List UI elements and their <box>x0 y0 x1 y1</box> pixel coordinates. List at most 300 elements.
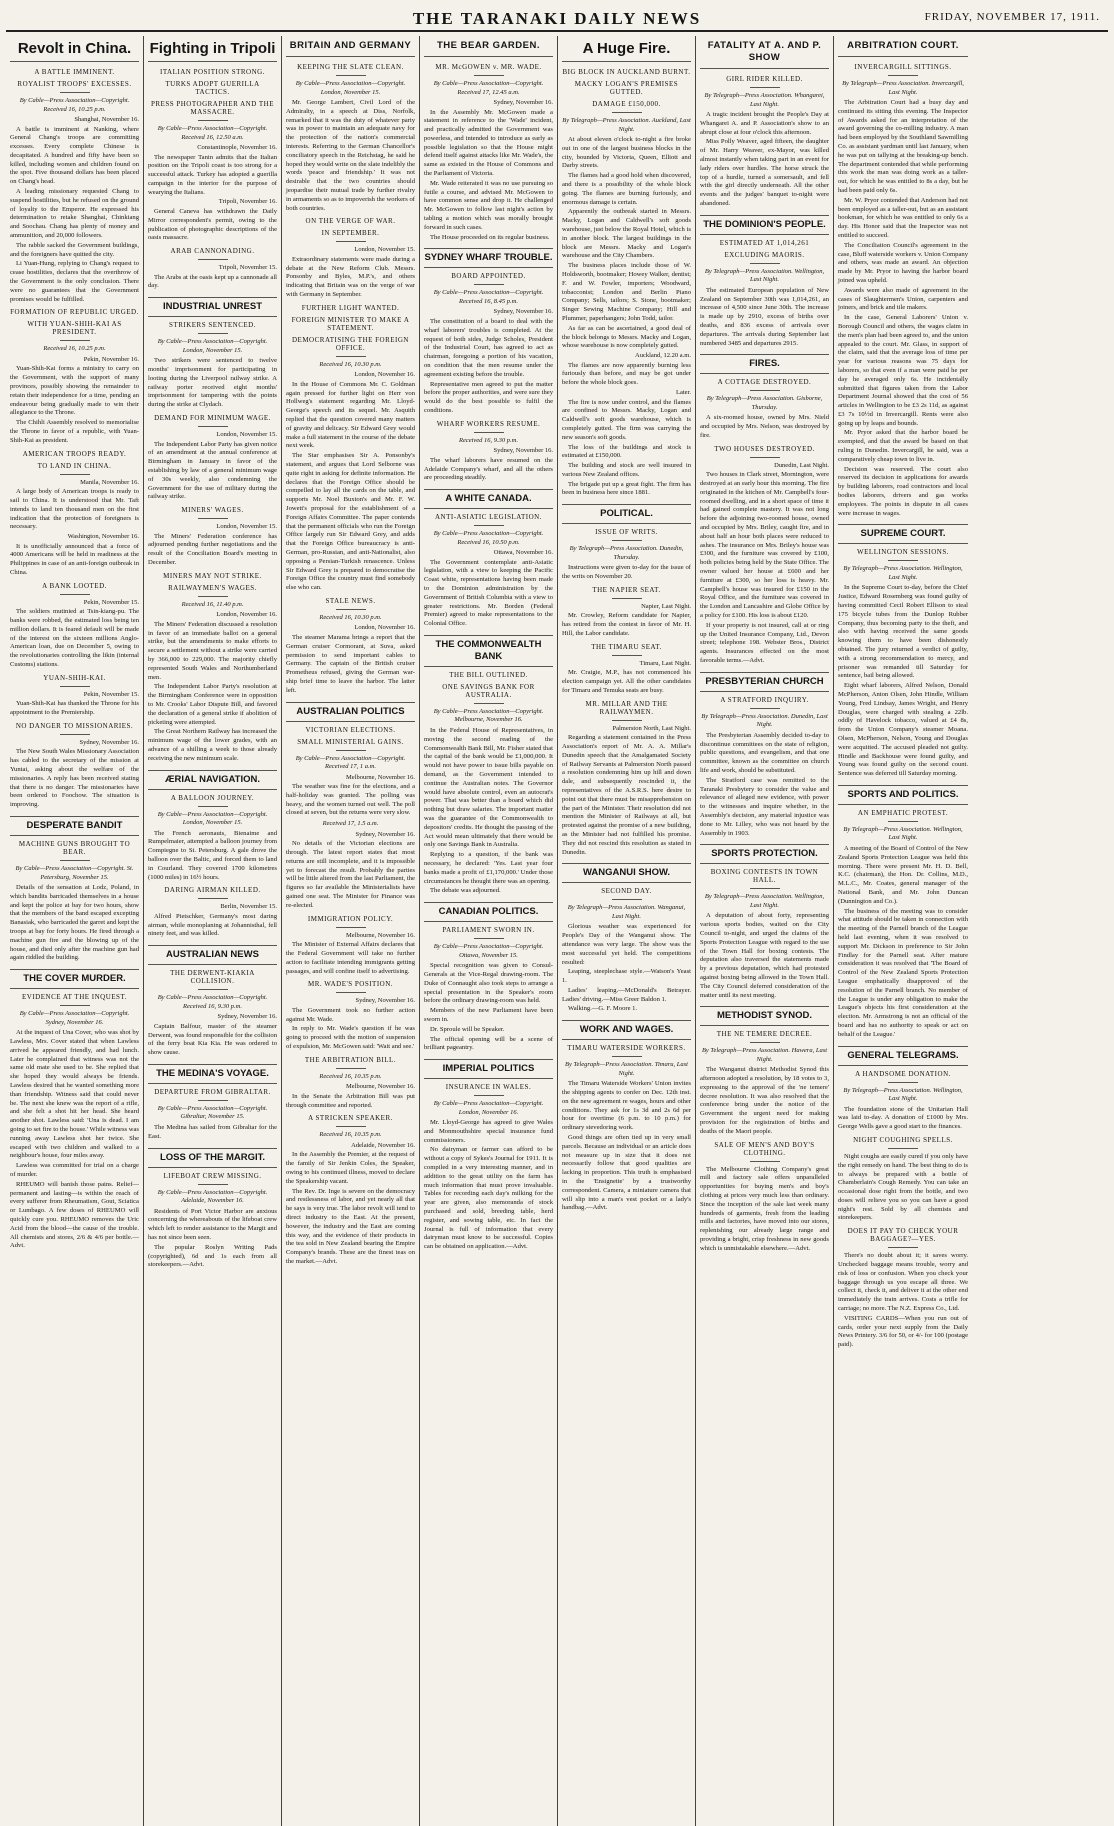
dateline: Timaru, Last Night. <box>639 659 691 667</box>
subheading: VICTORIAN ELECTIONS. <box>305 725 396 734</box>
article-paragraph: Regarding a statement contained in the Press Association's report of Mr. A. A. Millar's Dunedin speech that the Amalgamated Society of Railway Servants at Palmerston North passed a resolution condemning him up hill and down dale, and subsequently rescinded it, the representatives of the A.S.R.S. here desire to point out that there must be misapprehension on the part of the Minister. Their resolution did not mention the Minister of Railways at all, but protested against the promise of a new building, as the Minister had not fulfilled his promise. They did not rescind this resolution as stated in Dunedin. <box>562 734 691 856</box>
dateline: Melbourne, November 16. <box>346 931 415 939</box>
subheading: KEEPING THE SLATE CLEAN. <box>297 63 404 71</box>
cable-credit: By Cable—Press Association—Copyright. Received 16, 10.25 p.m. <box>19 97 130 113</box>
article-paragraph: Alfred Pietschker, Germany's most daring airman, while monoplaning at Johannisthal, fell ninety feet, and was killed. <box>148 912 277 938</box>
divider <box>750 888 780 889</box>
cable-credit: By Cable—Press Association—Copyright. Melbourne, November 16. <box>433 707 544 724</box>
dateline: Pekin, November 16. <box>83 355 139 363</box>
dateline: Shanghai, November 16. <box>74 116 139 123</box>
article-paragraph: In the Supreme Court to-day, before the Chief Justice, Edward Rosemberg was found guilty of having committed Cecil Robert Ellison to steal 175 bicycle tubes from the Dunlop Rubber Company, thus becoming party to the theft, and also with having received the same goods knowing them to have been dishonestly obtained. The jury returned a verdict of guilty, with a strong recommendation to mercy, and prisoner was remanded till Saturday for sentence, bail being allowed. <box>838 584 968 680</box>
article-paragraph: The soldiers mutinied at Tsin-kiang-pu. The banks were robbed, the estimated loss being ten million dollars. It is feared default will be made of the interest on the sixteen millions Anglo-American loan, due on December 5, owing to the revolutionaries controlling the likin (internal Customs) stations. <box>10 608 139 669</box>
subheading: A BANK LOOTED. <box>42 581 107 590</box>
cable-credit: By Telegraph—Press Association. Wellington, Last Night. <box>704 267 825 284</box>
article-paragraph: The business places include those of W. Holdsworth, bootmaker; Howey Walker, dentist; F. and W. Fowler, importers; Woodward, tobacconist; London and Berlin Piano Company; Sells, tailors; S. Stone, bootmaker; Singer Sewing Machine Company; Hill and Plummer, paperhangers; John Todd, tailor. <box>562 262 691 322</box>
subheading: A STRATFORD INQUIRY. <box>720 695 809 704</box>
article-paragraph: The flames had a good hold when discovered, and there is a possibility of the whole block going. The flames are burning furiously, and enormous damage is certain. <box>562 172 691 206</box>
article-paragraph: Mr. Lloyd-George has agreed to give Wales and Monmouthshire special insurance fund commissioners. <box>424 1119 553 1144</box>
article-paragraph: Mr. George Lambert, Civil Lord of the Admiralty, in a speech at Diss, Norfolk, remarked that it was the duty of whatever party was in power to maintain an adequate navy for the protection of the nation's commercial interests. Referring to the German Chancellor's conciliatory speech in the Reichstag, he said he hoped they would write on the slate indelibly the words 'peace and friendship.' It was not desirable that the two countries should jeopardise their mutual trade by further rivalry in armaments so as to impoverish the workers of both countries. <box>286 99 415 212</box>
article-paragraph: The building and stock are well insured in various New Zealand offices. <box>562 462 691 478</box>
divider <box>336 992 366 993</box>
subheading: DEMAND FOR MINIMUM WAGE. <box>154 414 271 423</box>
cable-credit: By Cable—Press Association—Copyright. Received 16, 9.30 p.m. <box>157 994 268 1010</box>
dateline: Manila, November 16. <box>80 478 139 486</box>
divider <box>888 75 918 76</box>
article-paragraph: Extraordinary statements were made during a debate at the New Reform Club. Messrs. Ponsonby and Byles, M.P.'s, and others indicating that Britain was on the verge of war with Germany in September. <box>286 255 415 299</box>
section-heading: POLITICAL. <box>562 504 691 524</box>
divider <box>198 1184 228 1185</box>
dateline: Sydney, November 16. <box>217 1013 277 1021</box>
article-paragraph: The French aeronauts, Bienaime and Rumpelmaier, attempted a balloon journey from Compiegne to St. Petersburg. A gale drove the balloon over the Baltic, and forced them to land in Courland. They covered 1700 kilometres (1000 miles) in 16½ hours. <box>148 829 277 881</box>
article-paragraph: The Great Northern Railway has increased the minimum wage of the lower grades, with an advance of a shilling a week to those already receiving the new minimum scale. <box>148 728 277 762</box>
article-paragraph: In the Senate the Arbitration Bill was put through committee and reported. <box>286 1092 415 1109</box>
divider <box>60 92 90 93</box>
divider <box>612 598 642 599</box>
article-paragraph: The Medina has sailed from Gibraltar for the East. <box>148 1123 277 1140</box>
article-paragraph: The Arabs at the oasis kept up a cannonade all day. <box>148 273 277 290</box>
divider <box>612 655 642 656</box>
divider <box>474 432 504 433</box>
article-paragraph: Glorious weather was experienced for People's Day of the Wanganui show. The attendance was very large. The show was the most successful yet held. The competitions resulted: <box>562 923 691 966</box>
news-column-5 <box>558 36 696 1826</box>
divider <box>60 594 90 595</box>
divider <box>750 263 780 264</box>
article-headline: Fighting in Tripoli <box>148 40 277 62</box>
subheading: A BALLOON JOURNEY. <box>170 793 255 802</box>
subheading: ESTIMATED AT 1,014,261 <box>719 238 810 247</box>
subheading: SALE OF MEN'S AND BOY'S CLOTHING. <box>714 1140 815 1157</box>
section-heading: DESPERATE BANDIT <box>10 816 139 836</box>
subheading: IMMIGRATION POLICY. <box>307 914 394 923</box>
article-paragraph: Mr. Crowley, Reform candidate for Napier, has retired from the contest in favor of Mr. H. Hill, the Labor candidate. <box>562 612 691 637</box>
cable-credit: Received 17, 1.5 a.m. <box>322 820 379 828</box>
divider <box>474 525 504 526</box>
article-paragraph: Details of the sensation at Lodz, Poland, in which bandits barricaded themselves in a house and kept the police at bay for two hours, show that the members of the band escaped excepting Banasiak, who barricaded the garret and kept the troops at bay for forty hours. He fired through a machine gun fire and the blowing up of the house, and died only after the machine gun had again riddled the building. <box>10 884 139 962</box>
subheading: ISSUE OF WRITS. <box>595 528 658 537</box>
dateline: Sydney, November 16. <box>355 830 415 838</box>
subheading: TURKS ADOPT GUERILLA TACTICS. <box>165 80 260 96</box>
divider <box>198 806 228 807</box>
section-heading: GENERAL TELEGRAMS. <box>838 1046 968 1066</box>
article-paragraph: A six-roomed house, owned by Mrs. Nield and occupied by Mrs. Nelson, was destroyed by fire. <box>700 414 829 439</box>
article-paragraph: If your property is not insured, call at or ring up the United Insurance Company, Ltd., Devon street; telephone 198. Webster Bros., District agents. Insurances effected on the most favorable terms.—Advt. <box>700 621 829 664</box>
section-heading: WANGANUI SHOW. <box>562 863 691 883</box>
divider <box>750 1161 780 1162</box>
subheading: BIG BLOCK IN AUCKLAND BURNT. <box>562 68 691 76</box>
article-paragraph: In the Assembly the Premier, at the request of the family of Sir Jenkin Coles, the Speaker, owing to his continued illness, moved to declare the Speakership vacant. <box>286 1151 415 1185</box>
article-paragraph: The foundation stone of the Unitarian Hall was laid to-day. A donation of £1000 by Mrs. George Wells gave a good start to the finances. <box>838 1105 968 1131</box>
subheading: DEMOCRATISING THE FOREIGN OFFICE. <box>292 335 409 352</box>
subheading: MR. MILLAR AND THE RAILWAYMEN. <box>585 699 668 716</box>
divider <box>750 457 780 458</box>
article-paragraph: The debate was adjourned. <box>430 887 501 895</box>
divider <box>888 1148 918 1149</box>
cable-credit: By Cable—Press Association—Copyright. Received 17, 1 a.m. <box>295 754 406 771</box>
article-paragraph: At the inquest of Una Cover, who was shot by Lawless, Mrs. Cover stated that when Lawless arrived he appeared friendly, and had lunch. Later he complained that witness was not the same old mate she used to be. She replied that she hoped they would always be friends. Lawless desired that he wanted something more than friendship. Witness said that could never be. The next she knew was the report of a rifle, and she felt a shot hit her head. She heard another shot. Lawless said: 'Una is dead. I am going to set fire to the house.' While witness was running away Lawless shot her twice. She escaped with two children and walked to a neighbour's house, four miles away. <box>10 1029 139 1160</box>
subheading: EVIDENCE AT THE INQUEST. <box>22 993 127 1002</box>
subheading: ITALIAN POSITION STRONG. <box>160 68 265 76</box>
subheading: DOES IT PAY TO CHECK YOUR BAGGAGE?—YES. <box>847 1227 959 1244</box>
article-paragraph: The popular Roslyn Writing Pads (copyrighted), 6d and 1s each from all storekeepers.—Advt. <box>148 1243 277 1269</box>
article-paragraph: A deputation of about forty, representing various sports bodies, waited on the City Council to-night, and urged the claims of the Sports Protection League with regard to the use of the Town Hall for boxing contests. The deputation also traversed the statements made by a previous deputation, which had protested against boxing being allowed in the Town Hall. The City Council deferred consideration of the matter until its next meeting. <box>700 912 829 999</box>
cable-credit: By Cable—Press Association—Copyright. St. Petersburg, November 15. <box>15 865 134 881</box>
dateline: Sydney, November 16. <box>79 738 139 746</box>
section-heading: METHODIST SYNOD. <box>700 1006 829 1026</box>
section-heading: PRESBYTERIAN CHURCH <box>700 672 829 692</box>
dateline: Sydney, November 16. <box>493 308 553 316</box>
dateline: Dunedin, Last Night. <box>774 461 829 469</box>
article-paragraph: The Timaru Waterside Workers' Union invites the shipping agents to confer on Dec. 12th inst. on the new agreement re wages, hours and other conditions. They ask for 1s 3d and 2s 6d per hour for overtime (6 p.m. to 10 p.m.) for ordinary stevedoring work. <box>562 1080 691 1132</box>
dateline: Sydney, November 16. <box>493 447 553 455</box>
subheading: INSURANCE IN WALES. <box>445 1083 532 1092</box>
divider <box>198 518 228 519</box>
article-paragraph: The loss of the buildings and stock is estimated at £150,000. <box>562 443 691 460</box>
article-paragraph: The constitution of a board to deal with the wharf laborers' troubles is completed. At the request of both sides, Judge Scholes, President of the Industrial Court, has agreed to act as chairman, foregoing a portion of his vacation, on condition that the men resume under the agreement existing before the trouble. <box>424 317 553 378</box>
article-paragraph: No dairyman or farmer can afford to be without a copy of Sykes's Journal for 1911. It is compiled in a very interesting manner, and in addition to the great utility on the farm has much information that must prove invaluable. Tables for recording each day's milking for the year are given, also memoranda of stock purchased and sold, breeding table, herd register, and sowing table, etc. In fact the Journal is full of information that every dairyman must know to be successful. Copies can be obtained on application.—Advt. <box>424 1146 553 1251</box>
issue-date: FRIDAY, NOVEMBER 17, 1911. <box>924 11 1100 23</box>
section-heading: SPORTS AND POLITICS. <box>838 785 968 805</box>
dateline: Pekin, November 15. <box>83 598 139 606</box>
divider <box>474 938 504 939</box>
dateline: Tripoli, November 15. <box>218 264 277 272</box>
subheading: NO DANGER TO MISSIONARIES. <box>15 721 134 730</box>
cable-credit: By Telegraph—Press Association. Wellington, Last Night. <box>704 893 825 909</box>
article-paragraph: It is unofficially announced that a force of 4000 Americans will be held in readiness at the Philippines in case of an anti-foreign outbreak in China. <box>10 542 139 576</box>
article-paragraph: The Miners' Federation conference has adjourned pending further negotiations and the result of the Conciliation Board's meeting in December. <box>148 532 277 567</box>
dateline: Tripoli, November 16. <box>218 198 277 206</box>
divider <box>198 259 228 260</box>
cable-credit: By Telegraph—Press Association. Dunedin, Last Night. <box>701 712 828 729</box>
article-paragraph: Awards were also made of agreement in the cases of Slaughtermen's Union, carpenters and joiners, and brick and tile makers. <box>838 286 968 312</box>
dateline: Ottawa, November 16. <box>493 549 553 557</box>
news-column-7 <box>834 36 972 1826</box>
cable-credit: By Cable—Press Association—Copyright. Gibraltar, November 15. <box>157 1104 268 1121</box>
cable-credit: By Telegraph—Press Association. Whangarei, Last Night. <box>704 92 825 108</box>
article-paragraph: Eight wharf laborers, Alfred Nelson, Donald McPherson, Anton Olsen, John Hindle, William Young, Fred Lindsay, James Wright, and Henry Douglas, were charged with stealing a 22lb. oddly of Havelock tobacco, valued at £4 8s, from the Union Company's steamer Moana. Olsen, McPherson, Nelson, Young and Douglas were acquitted. The accused pleaded not guilty. Hindle and Backhouse were found guilty, and Young was found guilty on the second count. Sentence was deferred till Saturday morning. <box>838 682 968 778</box>
dateline: London, November 15. <box>216 431 277 439</box>
article-paragraph: Miss Polly Weaver, aged fifteen, the daughter of Mr. Harry Weaver, ex-Mayor, was killed almost instantly when taking part in an event for lady riders over hurdles. The horse struck the top of a hurdle, turned a somersault, and fell with the girl directly underneath. All the other events and the judges' banquet to-night were abandoned. <box>700 138 829 207</box>
cable-credit: By Cable—Press Association—Copyright. London, November 15. <box>157 338 268 354</box>
subheading: ARAB CANNONADING. <box>170 247 255 256</box>
subheading: WITH YUAN-SHIH-KAI AS PRESIDENT. <box>27 320 122 337</box>
subheading: PRESS PHOTOGRAPHER AND THE MASSACRE. <box>150 100 274 116</box>
dateline: Berlin, November 15. <box>220 903 277 911</box>
cable-credit: By Cable—Press Association—Copyright. Received 17, 12.45 a.m. <box>433 80 544 96</box>
subheading: ONE SAVINGS BANK FOR AUSTRALIA. <box>442 682 535 699</box>
divider <box>474 1095 504 1096</box>
subheading: FORMATION OF REPUBLIC URGED. <box>10 308 139 317</box>
subheading: MINERS MAY NOT STRIKE. <box>163 571 262 580</box>
article-headline: FATALITY AT A. AND P. SHOW <box>700 40 829 69</box>
article-paragraph: Dr. Sproule will be Speaker. <box>430 1025 505 1033</box>
subheading: MACHINE GUNS BROUGHT TO BEAR. <box>18 840 131 857</box>
article-paragraph: Ladies' leaping.—McDonald's Betrayer. Ladies' driving.—Miss Greer Baldon 1. <box>562 986 691 1003</box>
cable-credit: Received 16, 10.35 p.m. <box>319 1131 382 1139</box>
article-paragraph: The Chihli Assembly resolved to memorialise the Throne in favor of a republic, with Yuan-Shih-Kai as president. <box>10 419 139 444</box>
article-paragraph: Yuan-Shih-Kai forms a ministry to carry on the Government, with the support of many provinces, possibly showing the remainder to retain their independence for a time, pending an endeavour being gradually made to win their allegiance to the Throne. <box>10 365 139 417</box>
article-paragraph: Representative men agreed to put the matter before the proper authorities, and were sure they would do the best possible to fulfil the conditions. <box>424 380 553 414</box>
section-heading: THE DOMINION'S PEOPLE. <box>700 215 829 235</box>
article-paragraph: General Caneva has withdrawn the Daily Mirror correspondent's permit, owing to the publication of photographic descriptions of the oasis massacre. <box>148 207 277 242</box>
subheading: TIMARU WATERSIDE WORKERS. <box>567 1044 686 1053</box>
article-paragraph: Decision was reserved. The court also reserved its decision in applications for awards by building laborers, road contractors and local bodies laborers, drivers and gas works employees. The points in dispute in all cases were increase in wages. <box>838 465 968 517</box>
cable-credit: By Cable—Press Association—Copyright. London, November 15. <box>157 810 268 827</box>
section-heading: FIRES. <box>700 354 829 374</box>
cable-credit: By Cable—Press Association—Copyright. Adelaide, November 16. <box>157 1188 268 1205</box>
divider <box>474 75 504 76</box>
divider <box>336 609 366 610</box>
article-paragraph: The newspaper Tanin admits that the Italian position on the Tripoli coast is too strong for a successful attack. Turkey has adopted a guerilla campaign in the interior for the purpose of wearying the Italians. <box>148 153 277 196</box>
article-paragraph: As far as can be ascertained, a good deal of the block belongs to Messrs. Macky and Logan, whose warehouse is now completely gutted. <box>562 324 691 350</box>
article-paragraph: The Minister of External Affairs declares that the Federal Government will take no further action to facilitate intending immigrants getting passages, and will confine itself to advertising. <box>286 941 415 975</box>
section-heading: SPORTS PROTECTION. <box>700 844 829 864</box>
cable-credit: By Telegraph—Press Association. Wanganui, Last Night. <box>567 904 686 920</box>
article-paragraph: Li Yuan-Hung, replying to Chang's request to cease hostilities, declares that the overthrow of the Government is the only conclusion. There were no guarantees that the Government promises would be fulfilled. <box>10 260 139 303</box>
subheading: MACKY LOGAN'S PREMISES GUTTED. <box>574 80 679 96</box>
article-paragraph: The Arbitration Court had a busy day and continued its sitting this evening. The Inspector of Awards asked for an interpretation of the award governing the co-milling industry. A man had been employed by the Southland Sawmilling Co. as assistant yardman until last January, when he was put on tallying at the breaking-up bench. The department contended that while performing this work the man was doing work as a taller-out, for which he was entitled to 8s a day, but he had been paid only 6s. <box>838 99 968 194</box>
subheading: FURTHER LIGHT WANTED. <box>301 303 400 312</box>
cable-credit: By Cable—Press Association—Copyright. Ottawa, November 15. <box>433 943 544 959</box>
subheading: FOREIGN MINISTER TO MAKE A STATEMENT. <box>291 315 410 332</box>
subheading: WELLINGTON SESSIONS. <box>857 548 949 557</box>
article-paragraph: Yuan-Shih-Kai has thanked the Throne for his appointment to the Premiership. <box>10 700 139 717</box>
dateline: London, November 16. <box>354 624 415 632</box>
article-paragraph: Apparently the outbreak started in Messrs. Macky, Logan and Caldwell's soft goods warehouse, just below the Royal Hotel, which is in another block. The largest buildings in the block are Messrs. Macky and Logan's warehouse and the City Chambers. <box>562 208 691 260</box>
cable-credit: By Telegraph—Press Association. Invercargill, Last Night. <box>842 80 964 96</box>
divider <box>612 112 642 113</box>
section-heading: ÆRIAL NAVIGATION. <box>148 770 277 790</box>
divider <box>888 560 918 561</box>
divider <box>198 1100 228 1101</box>
dateline: Later. <box>676 389 691 397</box>
article-paragraph: No details of the Victorian elections are through. The latest report states that most returns are still incomplete, and it is impossible yet to forecast the result. Probably the parties will be little altered from the last Parliament, the figures so far available the Ministerialists have gained one seat. The Minister for Finance was re-elected. <box>286 840 415 909</box>
subheading: RAILWAYMEN'S WAGES. <box>168 583 257 592</box>
cable-credit: Received 16, 10.30 p.m. <box>319 613 382 621</box>
divider <box>750 1042 780 1043</box>
article-paragraph: Replying to a question, if the bank was necessary, he declared: 'Yes. Last year four banks made a profit of £1,170,000.' Under those circumstances he thought there was an opening. <box>424 851 553 885</box>
section-heading: A WHITE CANADA. <box>424 489 553 509</box>
cable-credit: By Cable—Press Association—Copyright. London, November 15. <box>295 80 406 96</box>
subheading: THE TIMARU SEAT. <box>591 642 662 651</box>
article-paragraph: Mr. Pryor asked that the harbor board be exempted, and that the award be based on that ruling in Dunedin. Invercargill, he said, was a comparatively cheap town to live in. <box>838 429 968 463</box>
article-paragraph: The Rev. Dr. Inge is severe on the democracy and restlessness of labor, and yet nearly all that he says is very true. The labor revolt will tend to direct industry to the East. At the present, however, the industry and the East are coming this way, and the evidence of their products in the tea sold in New Zealand bearing the Empire Company's brands. These are the finest teas on the market.—Advt. <box>286 1187 415 1265</box>
subheading: GIRL RIDER KILLED. <box>726 75 803 83</box>
article-paragraph: Two houses in Clark street, Mornington, were destroyed at an early hour this morning. The fire originated in the kitchen of Mr. Campbell's four-roomed dwelling, and in a short space of time it had gained complete mastery. It was not long before the adjoining two-roomed house, owned and occupied by Mrs. Briley, caught fire, and in about half an hour both places were reduced to ashes. The insurance on Mrs. Briley's house was £300, and the furniture was covered by £100, both policies being held by the State Office. The owner valued her house at £600 and her furniture at £300, so her loss is heavy. Mr. Campbell's house was insured for £150 in the Royal Office, and the furniture was covered in the London and Lancashire and Globe Office by a policy for £100. His loss is about £120. <box>700 471 829 619</box>
dateline: Washington, November 16. <box>67 533 139 541</box>
divider <box>612 720 642 721</box>
article-paragraph: The brigade put up a great fight. The firm has been in business here since 1881. <box>562 480 691 497</box>
article-paragraph: The Government contemplate anti-Asiatic legislation, with a view to keeping the Pacific Coast white, representations having been made to the Dominion administration by the Government of British Columbia with a view to greater restrictions. Mr. Borden (Federal Premier) agreed to make representations to the Colonial Office. <box>424 558 553 628</box>
subheading: YUAN-SHIH-KAI. <box>43 673 106 682</box>
dateline: Auckland, 12.20 a.m. <box>635 352 691 360</box>
cable-credit: By Telegraph—Press Association. Auckland, Last Night. <box>562 117 691 133</box>
cable-credit: By Telegraph—Press Association. Dunedin, Thursday. <box>569 545 684 561</box>
article-paragraph: The Stratford case was remitted to the Taranaki Presbytery to consider the value and relevance of alleged new evidence, with power to the witnesses and inquire whether, in the Assembly's decision, any material injustice was done to Mr. Lilley, who was not heard by the Assembly in 1903. <box>700 776 829 837</box>
subheading: THE NAPIER SEAT. <box>592 585 661 594</box>
divider <box>336 1068 366 1069</box>
subheading: THE BILL OUTLINED. <box>449 670 528 679</box>
subheading: MR. McGOWEN v. MR. WADE. <box>435 63 542 71</box>
article-paragraph: The official opening will be a scene of brilliant pageantry. <box>424 1035 553 1052</box>
article-paragraph: The Melbourne Clothing Company's great mill and factory sale offers unparalleled opportunities for buying men's and boy's clothing at prices very much less than ordinary. Since the inception of the sale last week many hundreds of garments, fresh from the leading mills and factories, have moved into our stores, replenishing our already large range and providing a bright, crisp freshness in new goods which is unmistakable elsewhere.—Advt. <box>700 1165 829 1252</box>
dateline: Sydney, November 16. <box>493 99 553 106</box>
article-paragraph: The estimated European population of New Zealand on September 30th was 1,014,261, an increase of 4,500 since June 30th. The increase is made up by 2910, excess of births over deaths, and 836 excess of arrivals over departures. The arrivals during September last numbered 3485 and departures 2915. <box>700 286 829 347</box>
article-paragraph: The Government took no further action against Mr. Wade. <box>286 1006 415 1023</box>
newspaper-title: THE TARANAKI DAILY NEWS <box>412 9 702 28</box>
article-paragraph: The Wanganui district Methodist Synod this afternoon adopted a resolution, by 18 votes to 3, expressing to the approval of the 'ne temere' decree resolution. It was also resolved that the conference bring under the notice of the Government the urgent need for making provision for the registration of births and deaths of the Maori people. <box>700 1066 829 1135</box>
subheading: BOXING CONTESTS IN TOWN HALL. <box>710 868 819 885</box>
article-paragraph: A meeting of the Board of Control of the New Zealand Sports Protection League was held this morning. There were present Mr. H. D. Bell, K.C. (chairman), the Hon. Dr. Collins, M.D., M.L.C., Mr. Coates, general manager of the National Bank, and Mr. John Duncan (Dunnington and Co.). <box>838 844 968 905</box>
subheading: TO LAND IN CHINA. <box>37 461 112 470</box>
article-paragraph: The Independent Labor Party has given notice of an amendment at the annual conference at Birmingham in January in favor of the establishing by law of a general minimum wage of 30s weekly, also condemning the Government for the use of military during the railway strike. <box>148 440 277 501</box>
divider <box>60 340 90 341</box>
cable-credit: Received 16, 11.40 p.m. <box>181 600 244 608</box>
subheading: SECOND DAY. <box>601 887 652 896</box>
divider <box>336 75 366 76</box>
section-heading: THE COMMONWEALTH BANK <box>424 635 553 667</box>
article-headline: ARBITRATION COURT. <box>838 40 968 57</box>
subheading: A COTTAGE DESTROYED. <box>717 378 812 387</box>
article-paragraph: The steamer Marama brings a report that the German cruiser Cormorant, at Suva, asked permission to send important cables to Germany. The captain of the British cruiser Prometheus refused, giving the German war-ship brief time to leave the harbor. The latter left. <box>286 633 415 694</box>
article-paragraph: A tragic incident brought the People's Day at Whangarei A. and P. Association's show to an abrupt close at four o'clock this afternoon. <box>700 111 829 136</box>
article-headline: BRITAIN AND GERMANY <box>286 40 415 57</box>
article-paragraph: Mr. W. Pryor contended that Anderson had not been employed as a taller-out, but as an assistant bookman, for which he was entitled to only 6s a day. His Honor said that the Inspector was not entitled to succeed. <box>838 196 968 239</box>
section-heading: WORK AND WAGES. <box>562 1020 691 1040</box>
subheading: DARING AIRMAN KILLED. <box>164 886 261 895</box>
news-column-4 <box>420 36 558 1826</box>
news-columns <box>6 36 1108 1826</box>
divider <box>198 333 228 334</box>
masthead <box>6 8 1108 32</box>
divider <box>60 1005 90 1006</box>
article-paragraph: The wharf laborers have resumed on the Adelaide Company's wharf, and all the others are proceeding steadily. <box>424 456 553 482</box>
divider <box>474 703 504 704</box>
dateline: Napier, Last Night. <box>641 602 691 610</box>
divider <box>336 927 366 928</box>
article-paragraph: In the Federal House of Representatives, in moving the second reading of the Commonwealth Bank Bill, Mr. Fisher stated that the capital of the bank would be £1,000,000. It would not have power to issue bills payable on demand, as the Government intended to continue the Australian notes. The Governor would have absolute control, even an autocrat's power. That was better than a board which did nothing but draw salaries. The important matter was the guarantee of the Commonwealth to depositors' credits. He thought the passing of the Act would mean ultimately that there would be only one Savings Bank in Australia. <box>424 726 553 849</box>
divider <box>60 686 90 687</box>
divider <box>60 474 90 475</box>
divider <box>612 899 642 900</box>
divider <box>750 390 780 391</box>
news-column-2 <box>144 36 282 1826</box>
subheading: AMERICAN TROOPS READY. <box>22 449 127 458</box>
divider <box>198 120 228 121</box>
subheading: MR. WADE'S POSITION. <box>307 980 394 989</box>
divider <box>336 750 366 751</box>
dateline: Palmerston North, Last Night. <box>612 724 691 732</box>
divider <box>198 898 228 899</box>
article-headline: THE BEAR GARDEN. <box>424 40 553 57</box>
subheading: DAMAGE £150,000. <box>592 100 661 108</box>
article-paragraph: The Conciliation Council's agreement in the case, Bluff waterside workers v. Union Company and others, was made an award. An objection made by Mr. Pryor to having the harbor board joined was upheld. <box>838 241 968 284</box>
cable-credit: Received 16, 10.35 p.m. <box>319 1072 382 1080</box>
subheading: AN EMPHATIC PROTEST. <box>857 808 949 817</box>
subheading: A HANDSOME DONATION. <box>855 1069 951 1078</box>
section-heading: IMPERIAL POLITICS <box>424 1059 553 1079</box>
subheading: STRIKERS SENTENCED. <box>169 321 256 330</box>
subheading: WHARF WORKERS RESUME. <box>436 419 541 428</box>
cable-credit: By Cable—Press Association—Copyright. Received 16, 10.50 p.m. <box>433 530 544 546</box>
article-paragraph: The rabble sacked the Government buildings, and the foreigners have quitted the city. <box>10 241 139 258</box>
article-paragraph: The Star emphasises Sir A. Ponsonby's statement, and argues that Lord Selborne was quite right in asking for definite information. He declares that the Foreign Office should be compelled to lay all the cards on the table, and supports Mr. Noel Buxton's and Mr. F. W. Jowett's proposal for the establishment of a Foreign Affairs Committee. The paper contends that the permanent officials who run the Foreign Office largely run Sir Edward Grey, and adds that the Foreign Office bureaucracy is anti-German, pro-Russian, and anti-Nationalist, also opposing a Persian-Turkish renascence. Unless Sir Edward Grey is prepared to democratise the Foreign Office the country must find somebody else who can. <box>286 452 415 592</box>
article-paragraph: The fire is now under control, and the flames are confined to Messrs. Macky, Logan and Caldwell's soft goods warehouse, which is completely gutted. The firm was carrying the new season's soft goods. <box>562 398 691 441</box>
news-column-6 <box>696 36 834 1826</box>
article-paragraph: In the case, General Laborers' Union v. Borough Council and others, the wages claim in the men's plan had been agreed to, and the union appealed to the court. Mr. Glass, in support of the claim, said that the average loss of time per year for various reasons was 75 days for laborers, so that even if a man were paid he per day he averaged only 6s. He incidentally submitted that figures taken from the Labor Department Journal showed that the cost of 56 articles in Wellington to be £3 2s 11d, as against £3 7s 10½d in Invercargill. Rents were also going up by leaps and bounds. <box>838 314 968 427</box>
article-paragraph: In reply to Mr. Wade's question if he was going to proceed with the motion of suspension of expulsion, Mr. McGowen said: 'Wait and see.' <box>286 1025 415 1050</box>
section-heading: LOSS OF THE MARGIT. <box>148 1148 277 1168</box>
divider <box>612 1056 642 1057</box>
subheading: INVERCARGILL SITTINGS. <box>854 63 952 71</box>
section-heading: CANADIAN POLITICS. <box>424 902 553 922</box>
article-paragraph: VISITING CARDS—When you run out of cards, order your next supply from the Daily News Printery. 3/6 for 50, or 4/- for 100 (postage paid). <box>838 1314 968 1349</box>
section-heading: SUPREME COURT. <box>838 524 968 544</box>
subheading: IN SEPTEMBER. <box>321 229 380 238</box>
divider <box>336 356 366 357</box>
subheading: NIGHT COUGHING SPELLS. <box>853 1135 953 1144</box>
article-paragraph: At about eleven o'clock to-night a fire broke out in one of the largest business blocks in the city, bounded by Victoria, Queen, Elliott and Darby streets. <box>562 136 691 170</box>
divider <box>750 708 780 709</box>
cable-credit: By Cable—Press Association—Copyright. Received 16, 8.45 p.m. <box>433 289 544 305</box>
subheading: STALE NEWS. <box>325 596 376 605</box>
cable-credit: By Cable—Press Association—Copyright. Received 16, 12.50 a.m. <box>157 125 268 141</box>
article-paragraph: The Miners' Federation discussed a resolution in favor of an immediate ballot on a general strike, but the amendments to make efforts to secure a settlement without a strike were carried by 366,000 to 229,000. The majority chiefly represented South Wales and Northumberland men. <box>148 620 277 681</box>
section-heading: AUSTRALIAN POLITICS <box>286 702 415 722</box>
section-heading: AUSTRALIAN NEWS <box>148 945 277 965</box>
article-paragraph: Residents of Port Victor Harbor are anxious concerning the whereabouts of the lifeboat crew which left to render assistance to the Margit and has not since been seen. <box>148 1207 277 1241</box>
subheading: THE ARBITRATION BILL. <box>304 1055 397 1064</box>
subheading: A BATTLE IMMINENT. <box>34 68 115 76</box>
dateline: London, November 15. <box>216 523 277 531</box>
article-paragraph: The Independent Labor Party's resolution at the Birmingham Conference were in opposition to Mr. Crooks' Labor Dispute Bill, and favored the declaration of a general strike if abolition of picketing were attempted. <box>148 683 277 726</box>
article-paragraph: Walking.—G. F. Moore 1. <box>568 1005 638 1013</box>
divider <box>888 1082 918 1083</box>
divider <box>336 241 366 242</box>
cable-credit: Received 16, 10.25 p.m. <box>43 345 106 353</box>
article-paragraph: Night coughs are easily cured if you only have the right remedy on hand. The best thing to do is to always be prepared with a bottle of Chamberlain's Cough Remedy. You can take an occasional dose right from the bottle, and two doses will relieve you so you can have a good night's rest. Sold by all chemists and storekeepers. <box>838 1152 968 1222</box>
divider <box>474 284 504 285</box>
article-paragraph: The flames are now apparently burning less furiously than before, and may be got under before the whole block goes. <box>562 361 691 387</box>
subheading: SMALL MINISTERIAL GAINS. <box>297 737 404 746</box>
cable-credit: By Telegraph—Press Association. Wellington, Last Night. <box>843 825 963 842</box>
article-paragraph: In the Assembly Mr. McGowen made a statement in reference to the 'Wade' incident, and practically admitted the Government was powerless, and intended to introduce as early as possible legislation so that the House might defend itself against attacks like Mr. Wade's, the same as existed in the House of Commons and the Parliament of Victoria. <box>424 108 553 178</box>
divider <box>198 989 228 990</box>
cable-credit: By Telegraph—Press Association. Wellington, Last Night. <box>843 1086 963 1103</box>
dateline: Adelaide, November 16. <box>351 1141 415 1149</box>
article-paragraph: Good things are often tied up in very small parcels. Because an individual or an article does not measure up in size that it does not necessarily follow that good qualities are lacking in proportion. This truth is emphasised in the 'Ensignette' by a trustworthy correspondent. Camera, a miniature camera that will slip into a man's vest pocket or a lady's handbag.—Advt. <box>562 1134 691 1212</box>
subheading: MINERS' WAGES. <box>181 506 244 515</box>
cable-credit: By Telegraph—Press Association. Gisborne, Thursday. <box>706 395 823 411</box>
subheading: TWO HOUSES DESTROYED. <box>714 444 815 453</box>
article-headline: A Huge Fire. <box>562 40 691 62</box>
cable-credit: By Telegraph—Press Association. Hawera, Last Night. <box>701 1047 828 1063</box>
subheading: BOARD APPOINTED. <box>451 272 526 281</box>
cable-credit: By Cable—Press Association—Copyright. Sydney, November 16. <box>19 1010 130 1026</box>
subheading: LIFEBOAT CREW MISSING. <box>163 1171 262 1180</box>
article-paragraph: The business of the meeting was to consider what attitude should be taken in connection with the meeting of the Parnell branch of the League held last evening, when it was resolved to support Mr. Dickson in preference to Sir John Findlay for the Parnell seat. After mature consideration it was resolved that 'The Board of Control of the New Zealand Sports Protection League emphatically disapproved of the resolution of the Parnell branch. No member of the League is under any obligation to make the League's objects his first consideration at the election. Mr. Armstrong is not an official of the board and has no authority to speak or act on behalf of the League.' <box>838 907 968 1038</box>
article-paragraph: A large body of American troops is ready to sail to China. It is understood that Mr. Taft intends to land ten thousand men on the first indication that the protection of foreigners is necessary. <box>10 488 139 531</box>
divider <box>888 1247 918 1248</box>
divider <box>198 426 228 427</box>
article-paragraph: Members of the new Parliament have been sworn in. <box>424 1007 553 1023</box>
article-paragraph: Lawless was committed for trial on a charge of murder. <box>10 1162 139 1178</box>
dateline: London, November 15. <box>354 246 415 254</box>
article-paragraph: Captain Balfour, master of the steamer Derwent, was found responsible for the collision of the ferry boat Kia Kia. He was ordered to show cause. <box>148 1022 277 1057</box>
dateline: Constantinople, November 16. <box>197 144 277 151</box>
dateline: Melbourne, November 16. <box>346 1083 415 1091</box>
subheading: A STRICKEN SPEAKER. <box>308 1114 393 1123</box>
subheading: THE DERWENT-KIAKIA COLLISION. <box>170 969 255 986</box>
